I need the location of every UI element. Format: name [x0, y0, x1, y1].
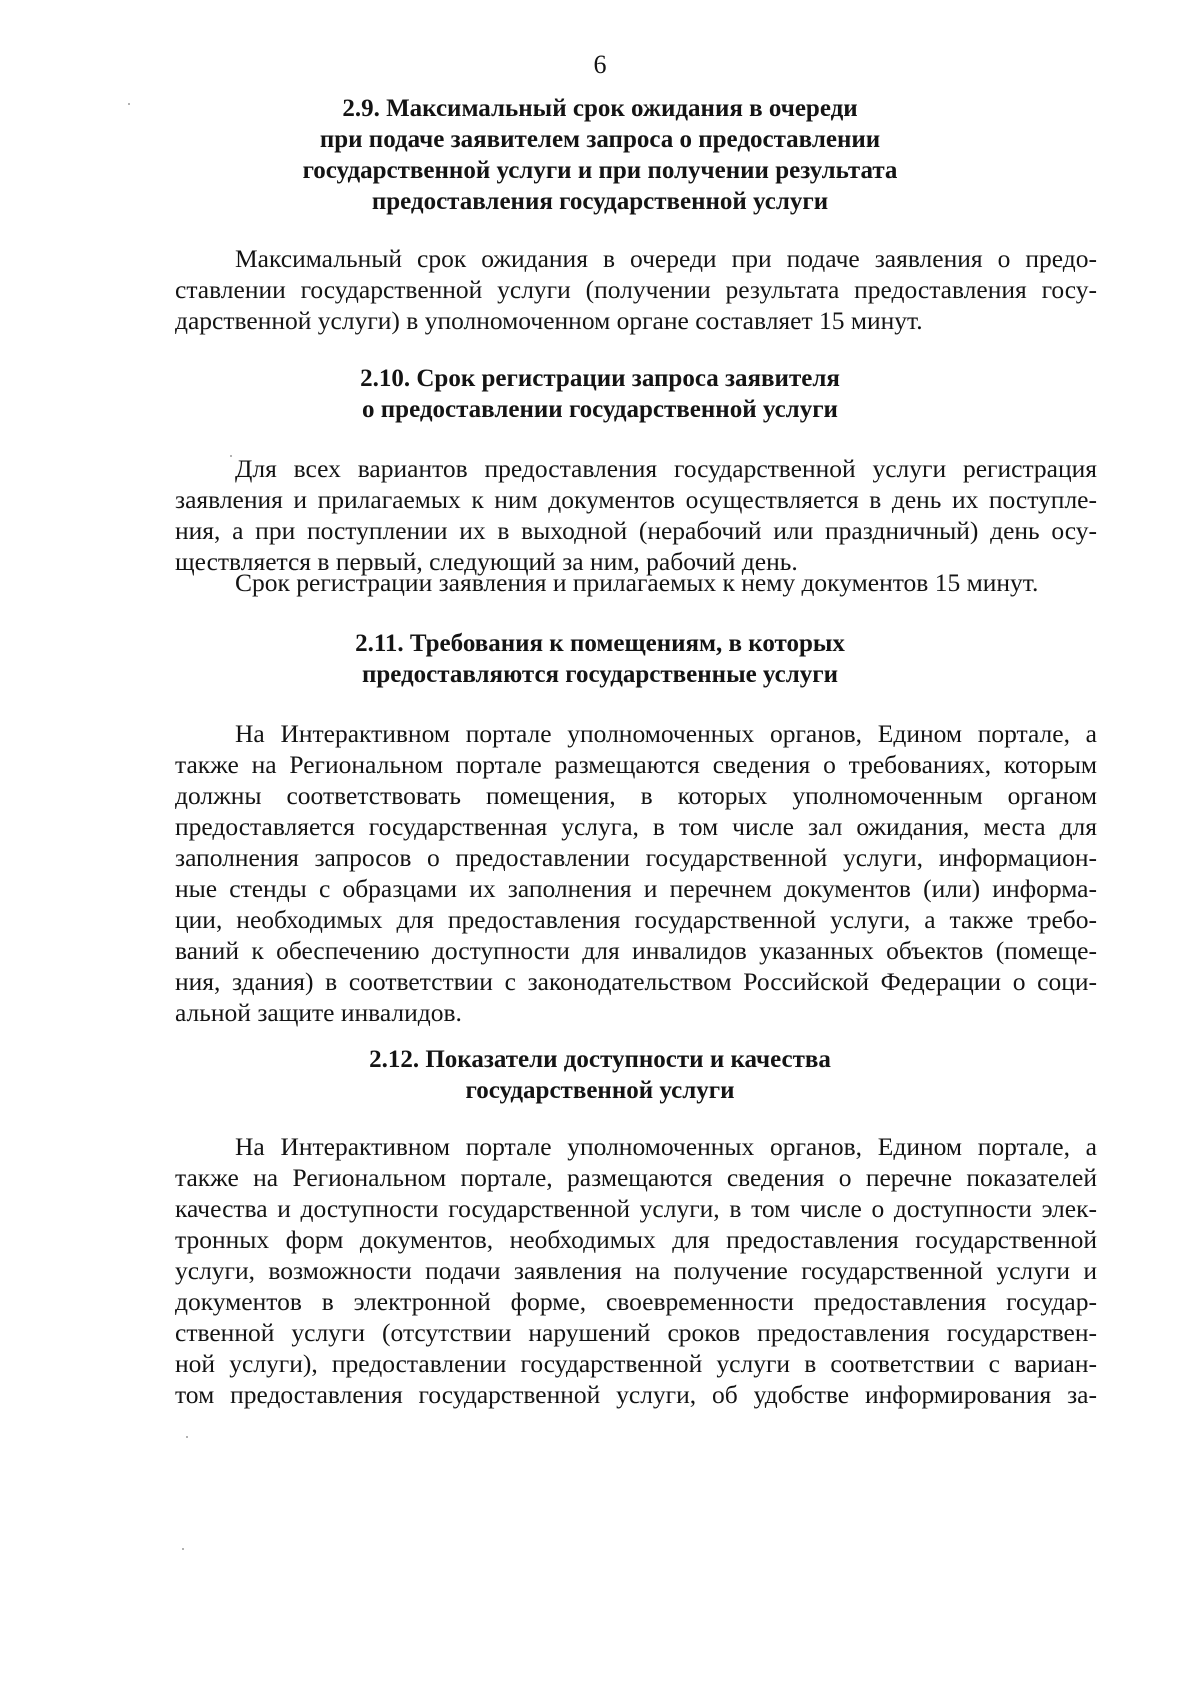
section-heading-2-11 [160, 628, 1040, 690]
page-number: 6 [593, 50, 607, 79]
heading-line: государственной услуги [465, 1077, 735, 1104]
heading-line: государственной услуги и при получении результата [302, 157, 898, 184]
paragraph-line: документов в электронной форме, своевременности предоставления государ- [175, 1287, 1097, 1316]
paragraph-line: ственной услуги (отсутствии нарушений сроков предоставления государствен- [175, 1318, 1097, 1347]
paragraph-2-12 [175, 1131, 1097, 1410]
heading-line: 2.11. Требования к помещениям, в которых [355, 630, 845, 657]
scan-speck [186, 1436, 188, 1438]
paragraph-line: качества и доступности государственной услуги, в том числе о доступности элек- [175, 1194, 1097, 1223]
paragraph-line: Для всех вариантов предоставления государственной услуги регистрация [235, 454, 1097, 483]
paragraph-line: тронных форм документов, необходимых для предоставления государственной [175, 1225, 1097, 1254]
paragraph-line: ной услуги), предоставлении государственной услуги в соответствии с вариан- [175, 1349, 1097, 1378]
paragraph-line: также на Региональном портале размещаются сведения о требованиях, которым [175, 750, 1097, 779]
paragraph-line: услуги, возможности подачи заявления на получение государственной услуги и [175, 1256, 1097, 1285]
paragraph-line: ния, а при поступлении их в выходной (нерабочий или праздничный) день осу- [175, 516, 1097, 545]
paragraph-line: заполнения запросов о предоставлении государственной услуги, информацион- [175, 843, 1097, 872]
paragraph-line: На Интерактивном портале уполномоченных органов, Едином портале, а [235, 719, 1097, 748]
heading-line: предоставления государственной услуги [371, 188, 829, 215]
paragraph-line: Максимальный срок ожидания в очереди при подаче заявления о предо- [235, 244, 1097, 273]
paragraph-2-10-b [175, 567, 1097, 598]
paragraph-line: альной защите инвалидов. [175, 998, 462, 1027]
heading-line: предоставляются государственные услуги [361, 661, 839, 688]
heading-line: 2.10. Срок регистрации запроса заявителя [360, 365, 840, 392]
scan-speck [128, 103, 130, 105]
paragraph-line: ществляется в первый, следующий за ним, рабочий день. [175, 547, 798, 576]
paragraph-line: ваний к обеспечению доступности для инвалидов указанных объектов (помеще- [175, 936, 1097, 965]
paragraph-line: также на Региональном портале, размещаются сведения о перечне показателей [175, 1163, 1097, 1192]
paragraph-line: дарственной услуги) в уполномоченном органе составляет 15 минут. [175, 306, 923, 335]
paragraph-line: Срок регистрации заявления и прилагаемых к нему документов 15 минут. [235, 568, 1039, 597]
paragraph-2-10-a [175, 453, 1097, 577]
paragraph-line: ции, необходимых для предоставления государственной услуги, а также требо- [175, 905, 1097, 934]
heading-line: о предоставлении государственной услуги [362, 396, 838, 423]
paragraph-line: ные стенды с образцами их заполнения и перечнем документов (или) информа- [175, 874, 1097, 903]
paragraph-2-11 [175, 718, 1097, 1028]
paragraph-line: должны соответствовать помещения, в которых уполномоченным органом [175, 781, 1097, 810]
paragraph-line: том предоставления государственной услуги, об удобстве информирования за- [175, 1380, 1097, 1409]
heading-line: 2.9. Максимальный срок ожидания в очереди [342, 95, 858, 122]
paragraph-line: На Интерактивном портале уполномоченных органов, Едином портале, а [235, 1132, 1097, 1161]
section-heading-2-9 [160, 93, 1040, 217]
paragraph-line: ния, здания) в соответствии с законодательством Российской Федерации о соци- [175, 967, 1097, 996]
paragraph-line: заявления и прилагаемых к ним документов осуществляется в день их поступле- [175, 485, 1097, 514]
section-heading-2-12 [160, 1044, 1040, 1106]
paragraph-2-9 [175, 243, 1097, 336]
section-heading-2-10 [160, 363, 1040, 425]
heading-line: 2.12. Показатели доступности и качества [369, 1046, 831, 1073]
scan-speck [182, 1548, 184, 1550]
heading-line: при подаче заявителем запроса о предоставлении [319, 126, 881, 153]
paragraph-line: предоставляется государственная услуга, в том числе зал ожидания, места для [175, 812, 1097, 841]
scan-speck [230, 455, 232, 457]
paragraph-line: ставлении государственной услуги (получении результата предоставления госу- [175, 275, 1097, 304]
